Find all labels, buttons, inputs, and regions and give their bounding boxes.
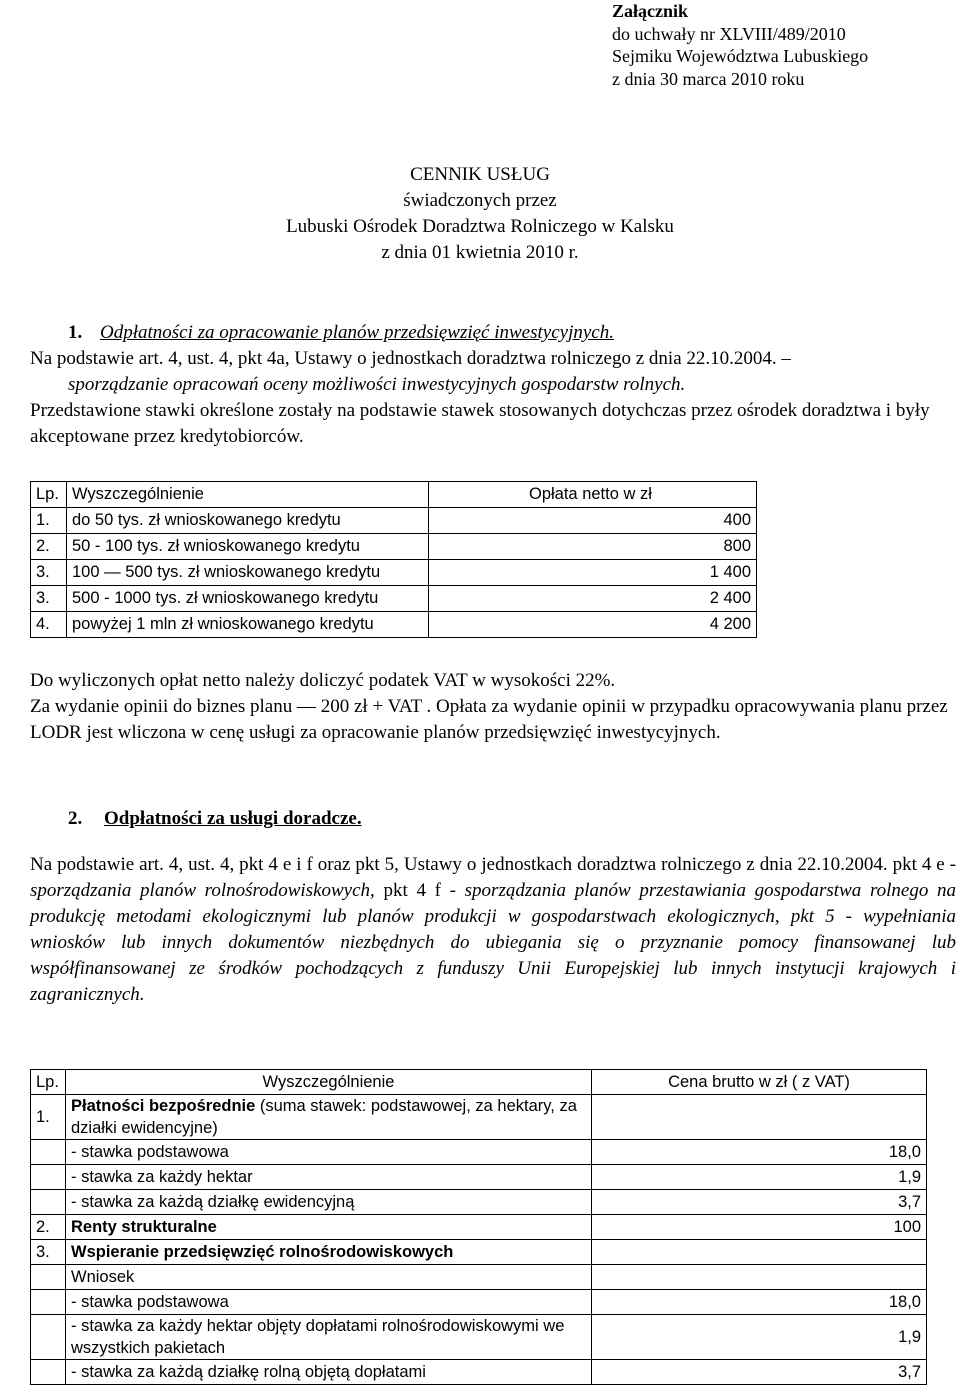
title-line-4: z dnia 01 kwietnia 2010 r. <box>381 242 579 263</box>
cell-lp <box>31 1165 66 1190</box>
cell-price: 3,7 <box>592 1190 927 1215</box>
title-line-2: świadczonych przez <box>403 190 557 211</box>
cell-lp: 3. <box>31 560 67 586</box>
table-row <box>31 1290 927 1315</box>
cell-lp: 1. <box>31 508 67 534</box>
pkt-5-text: wypełniania wniosków lub innych dokumentów niezbędnych do ubiegania się o przyznanie pomocy finansowanej lub współfinansowanej ze środków pochodzących z funduszy Unii Europejskiej lub innych instytucji krajowych i zagranicznych. <box>30 906 957 1005</box>
cell-lp: 2. <box>31 534 67 560</box>
table-row <box>31 1360 927 1385</box>
cell-lp <box>31 1290 66 1315</box>
fee-table-1 <box>30 481 757 638</box>
cell-lp: 4. <box>31 612 67 638</box>
table-row <box>31 1215 927 1240</box>
col-desc-header: Wyszczególnienie <box>66 1070 592 1095</box>
table-row <box>31 1240 927 1265</box>
cell-fee: 4 200 <box>429 612 757 638</box>
table-row <box>31 1095 927 1140</box>
cell-fee: 1 400 <box>429 560 757 586</box>
col-lp-header: Lp. <box>31 1070 66 1095</box>
header-date: z dnia 30 marca 2010 roku <box>612 68 805 89</box>
cell-fee: 400 <box>429 508 757 534</box>
table-row <box>31 586 757 612</box>
section-1-heading-text: Odpłatności za opracowanie planów przedsięwzięć inwestycyjnych. <box>100 322 614 343</box>
cell-price: 100 <box>592 1215 927 1240</box>
col-lp-header: Lp. <box>31 482 67 508</box>
cell-desc: - stawka podstawowa <box>66 1290 592 1315</box>
section-2 <box>30 808 957 1008</box>
direct-payments-label: Płatności bezpośrednie <box>71 1097 256 1115</box>
cell-desc: 50 - 100 tys. zł wnioskowanego kredytu <box>67 534 429 560</box>
pkt-4e-label: pkt 4 e - <box>892 854 957 875</box>
direct-payments-note: (suma stawek: podstawowej, za hektary, za działki ewidencyjne) <box>71 1097 577 1137</box>
cell-desc: Renty strukturalne <box>66 1215 592 1240</box>
section-2-basis: Na podstawie art. 4, ust. 4, pkt 4 e i f oraz pkt 5, Ustawy o jednostkach doradztwa rolniczego z dnia 22.10.2004. <box>30 854 888 875</box>
table-row <box>31 560 757 586</box>
section-2-body <box>30 852 956 1008</box>
section-1-basis: Na podstawie art. 4, ust. 4, pkt 4a, Ustawy o jednostkach doradztwa rolniczego z dnia 22.10.2004. – <box>30 348 791 369</box>
vat-note: Do wyliczonych opłat netto należy doliczyć podatek VAT w wysokości 22%. <box>30 670 616 691</box>
cell-price: 1,9 <box>592 1315 927 1360</box>
pkt-4e-text: sporządzania planów rolnośrodowiskowych, <box>30 880 375 901</box>
cell-price: 18,0 <box>592 1290 927 1315</box>
table-row <box>31 508 757 534</box>
cell-price <box>592 1095 927 1140</box>
col-price-header: Cena brutto w zł ( z VAT) <box>592 1070 927 1095</box>
cell-lp: 2. <box>31 1215 66 1240</box>
table-row <box>31 1315 927 1360</box>
cell-desc: powyżej 1 mln zł wnioskowanego kredytu <box>67 612 429 638</box>
cell-lp <box>31 1140 66 1165</box>
table-row <box>31 612 757 638</box>
cell-price <box>592 1240 927 1265</box>
title-line-1: CENNIK USŁUG <box>410 164 550 185</box>
cell-lp: 3. <box>31 1240 66 1265</box>
cell-price: 18,0 <box>592 1140 927 1165</box>
cell-price <box>592 1265 927 1290</box>
table-row <box>31 1165 927 1190</box>
section-1-paragraph: Przedstawione stawki określone zostały na podstawie stawek stosowanych dotychczas przez ośrodek doradztwa i były akceptowane przez kredytobiorców. <box>30 400 930 447</box>
cell-desc: - stawka za każdy hektar objęty dopłatami rolnośrodowiskowymi we wszystkich pakietach <box>66 1315 592 1360</box>
cell-lp <box>31 1360 66 1385</box>
document-title <box>0 162 960 266</box>
cell-desc <box>66 1095 592 1140</box>
table-row <box>31 1140 927 1165</box>
document-header <box>612 0 868 90</box>
cell-fee: 2 400 <box>429 586 757 612</box>
section-2-number: 2. <box>68 808 83 829</box>
title-line-3: Lubuski Ośrodek Doradztwa Rolniczego w Kalsku <box>286 216 674 237</box>
pkt-4f-label: pkt 4 f - <box>383 880 456 901</box>
section-1-heading <box>30 320 942 346</box>
cell-lp <box>31 1315 66 1360</box>
table-header-row <box>31 1070 927 1095</box>
cell-desc: Wniosek <box>66 1265 592 1290</box>
after-table-1 <box>30 668 956 746</box>
section-1-basis-italic: sporządzanie opracowań oceny możliwości inwestycyjnych gospodarstw rolnych. <box>68 374 686 395</box>
pkt-4f-text: sporządzania planów przestawiania gospodarstwa rolnego na produkcję metodami ekologicznymi lub planów produkcji w gospodarstwach ekologicznych, <box>30 880 957 927</box>
table-row <box>31 534 757 560</box>
cell-desc: 500 - 1000 tys. zł wnioskowanego kredytu <box>67 586 429 612</box>
opinion-note: Za wydanie opinii do biznes planu — 200 zł + VAT . Opłata za wydanie opinii w przypadku opracowywania planu przez LODR jest wliczona w cenę usługi za opracowanie planów przedsięwzięć inwestycyjnych. <box>30 696 948 743</box>
table-row <box>31 1190 927 1215</box>
cell-fee: 800 <box>429 534 757 560</box>
cell-desc: 100 — 500 tys. zł wnioskowanego kredytu <box>67 560 429 586</box>
cell-lp <box>31 1190 66 1215</box>
table-row <box>31 1265 927 1290</box>
cell-desc: Wspieranie przedsięwzięć rolnośrodowiskowych <box>66 1240 592 1265</box>
cell-lp: 3. <box>31 586 67 612</box>
cell-desc: - stawka podstawowa <box>66 1140 592 1165</box>
cell-desc: do 50 tys. zł wnioskowanego kredytu <box>67 508 429 534</box>
header-attachment: Załącznik <box>612 1 689 21</box>
price-table-2 <box>30 1069 927 1385</box>
section-1-number: 1. <box>68 322 83 343</box>
cell-price: 1,9 <box>592 1165 927 1190</box>
section-1 <box>30 320 942 450</box>
cell-desc: - stawka za każdą działkę rolną objętą dopłatami <box>66 1360 592 1385</box>
header-assembly: Sejmiku Województwa Lubuskiego <box>612 46 869 66</box>
cell-lp: 1. <box>31 1095 66 1140</box>
section-2-heading-text: Odpłatności za usługi doradcze. <box>104 808 362 829</box>
table-header-row <box>31 482 757 508</box>
col-desc-header: Wyszczególnienie <box>67 482 429 508</box>
cell-lp <box>31 1265 66 1290</box>
cell-desc: - stawka za każdy hektar <box>66 1165 592 1190</box>
header-resolution: do uchwały nr XLVIII/489/2010 <box>612 23 846 44</box>
pkt-5-label: pkt 5 - <box>790 906 853 927</box>
cell-price: 3,7 <box>592 1360 927 1385</box>
cell-desc: - stawka za każdą działkę ewidencyjną <box>66 1190 592 1215</box>
col-fee-header: Opłata netto w zł <box>429 482 757 508</box>
section-2-heading <box>68 806 362 832</box>
